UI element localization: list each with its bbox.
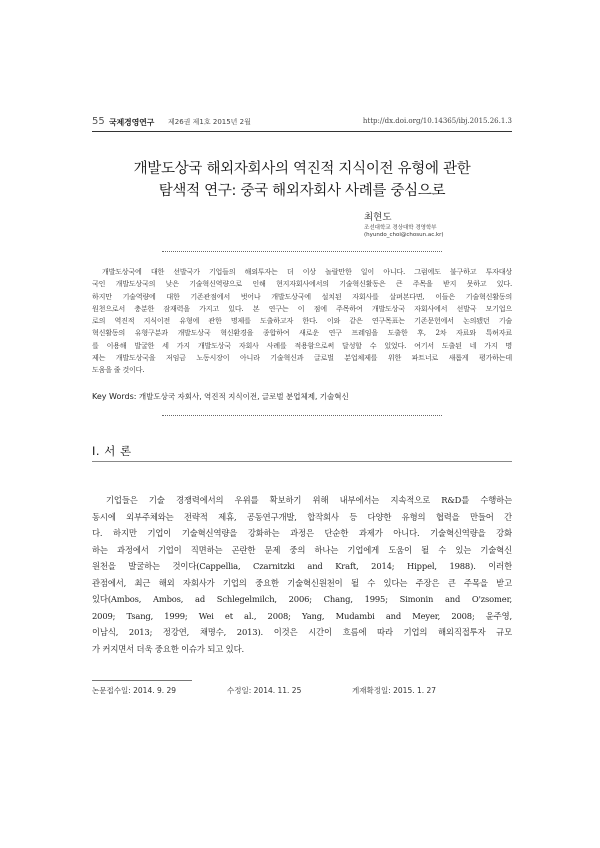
keywords	[92, 391, 349, 402]
abstract-line: 개발도상국에 대한 선발국가 기업들의 해외투자는 더 이상 놀랄만한 일이 아니다. 그럼에도 불구하고 투자대상	[102, 267, 512, 276]
title-line-2: 탐색적 연구: 중국 해외자회사 사례를 중심으로	[158, 183, 446, 199]
body-line: 2009; Tsang, 1999; Wei et al., 2008; Yang, Mudambi and Meyer, 2008; 윤주영,	[92, 610, 512, 621]
author-affiliation: 조선대학교 경상대학 경영학부	[364, 225, 437, 231]
body-line: 기업들은 기술 경쟁력에서의 우위를 확보하기 위해 내부에서는 지속적으로 R&D를 수행하는	[106, 495, 512, 505]
abstract-line: 혁신활동의 유형구분과 개발도상국 혁신환경을 종합하여 새로운 연구 프레임을 도출한 후, 2차 자료와 특허자료	[92, 328, 512, 338]
author-email[interactable]: (hyundo_choi@chosun.ac.kr)	[364, 232, 444, 238]
title-line-1: 개발도상국 해외자회사의 역진적 지식이전 유형에 관한	[133, 161, 471, 177]
footnote-rule	[92, 680, 192, 681]
keywords-text: 개발도상국 자회사, 역진적 지식이전, 글로벌 분업체제, 기술혁신	[138, 392, 349, 401]
body-line: 원천을 발굴하는 것이다(Cappellia, Czarnitzki and Kraft, 2014; Hippel, 1988). 이러한	[92, 561, 512, 571]
revised-date: 수정일: 2014. 11. 25	[227, 686, 302, 695]
accepted-date: 게재확정일: 2015. 1. 27	[352, 686, 437, 695]
body-line: 하는 과정에서 기업이 직면하는 곤란한 문제 중의 하나는 기업에게 도움이 될 수 있는 기술혁신	[92, 544, 512, 555]
abstract-line: 제는 개발도상국을 저임금 노동시장이 아니라 기술혁신과 글로벌 분업체제를 위한 파트너로 새롭게 평가하는데	[92, 353, 512, 363]
abstract-line: 를 이용해 발굴한 세 가지 개발도상국 자회사 사례를 적용함으로써 달성할 수 있었다. 여기서 도출된 네 가지 명	[92, 340, 512, 350]
abstract-line: 도움을 줄 것이다.	[92, 365, 145, 375]
submission-dates	[92, 685, 512, 697]
body-line: 다. 하지만 기업이 기술혁신역량을 강화하는 과정은 단순한 과제가 아니다. 기술혁신역량을 강화	[92, 528, 512, 538]
running-head	[92, 116, 512, 130]
body-line: 가 커지면서 더욱 중요한 이슈가 되고 있다.	[92, 643, 244, 654]
body-line: 관점에서, 최근 해외 자회사가 기업의 중요한 기술혁신원천이 될 수 있다는 주장은 큰 주목을 받고	[92, 577, 512, 588]
abstract-line: 원천으로서 충분한 잠재력을 가지고 있다. 본 연구는 이 점에 주목하여 개발도상국 자회사에서 선발국 모기업으	[92, 303, 512, 313]
journal-name: 국제경영연구	[109, 118, 155, 127]
header-rule	[92, 131, 512, 132]
paper-title	[92, 158, 512, 202]
abstract-bottom-divider	[162, 415, 442, 416]
body-paragraph	[92, 492, 512, 657]
abstract	[92, 266, 512, 377]
abstract-top-divider	[162, 251, 442, 252]
author-name: 최현도	[364, 212, 392, 223]
page-number: 55	[92, 116, 105, 127]
abstract-line: 국인 개발도상국의 낮은 기술혁신역량으로 인해 현지자회사에서의 기술혁신활동은 큰 주목을 받지 못하고 있다.	[92, 279, 512, 289]
keywords-label: Key Words:	[92, 392, 137, 401]
section-rule	[92, 461, 512, 462]
abstract-line: 하지만 기술역량에 대한 기존관점에서 벗어나 개발도상국에 설치된 자회사를 살펴본다면, 이들은 기술혁신활동의	[92, 291, 512, 301]
body-line: 있다(Ambos, Ambos, ad Schlegelmilch, 2006; Chang, 1995; Simonin and O'zsomer,	[92, 594, 512, 604]
abstract-line: 로의 역진적 지식이전 유형에 관한 명제를 도출하고자 한다. 이와 같은 연구목표는 기존문헌에서 논의됐던 기술	[92, 316, 512, 326]
body-line: 동시에 외부주체와는 전략적 제휴, 공동연구개발, 합작회사 등 다양한 유형의 협력을 만들어 간	[92, 511, 512, 522]
body-line: 이남식, 2013; 정강연, 채명수, 2013). 이것은 시간이 흐름에 따라 기업의 해외직접투자 규모	[92, 627, 512, 637]
journal-issue: 제26권 제1호 2015년 2월	[168, 118, 251, 126]
section-heading: Ⅰ. 서 론	[92, 444, 132, 458]
doi-link[interactable]: http://dx.doi.org/10.14365/ibj.2015.26.1.3	[362, 117, 512, 125]
received-date: 논문접수일: 2014. 9. 29	[92, 686, 177, 695]
